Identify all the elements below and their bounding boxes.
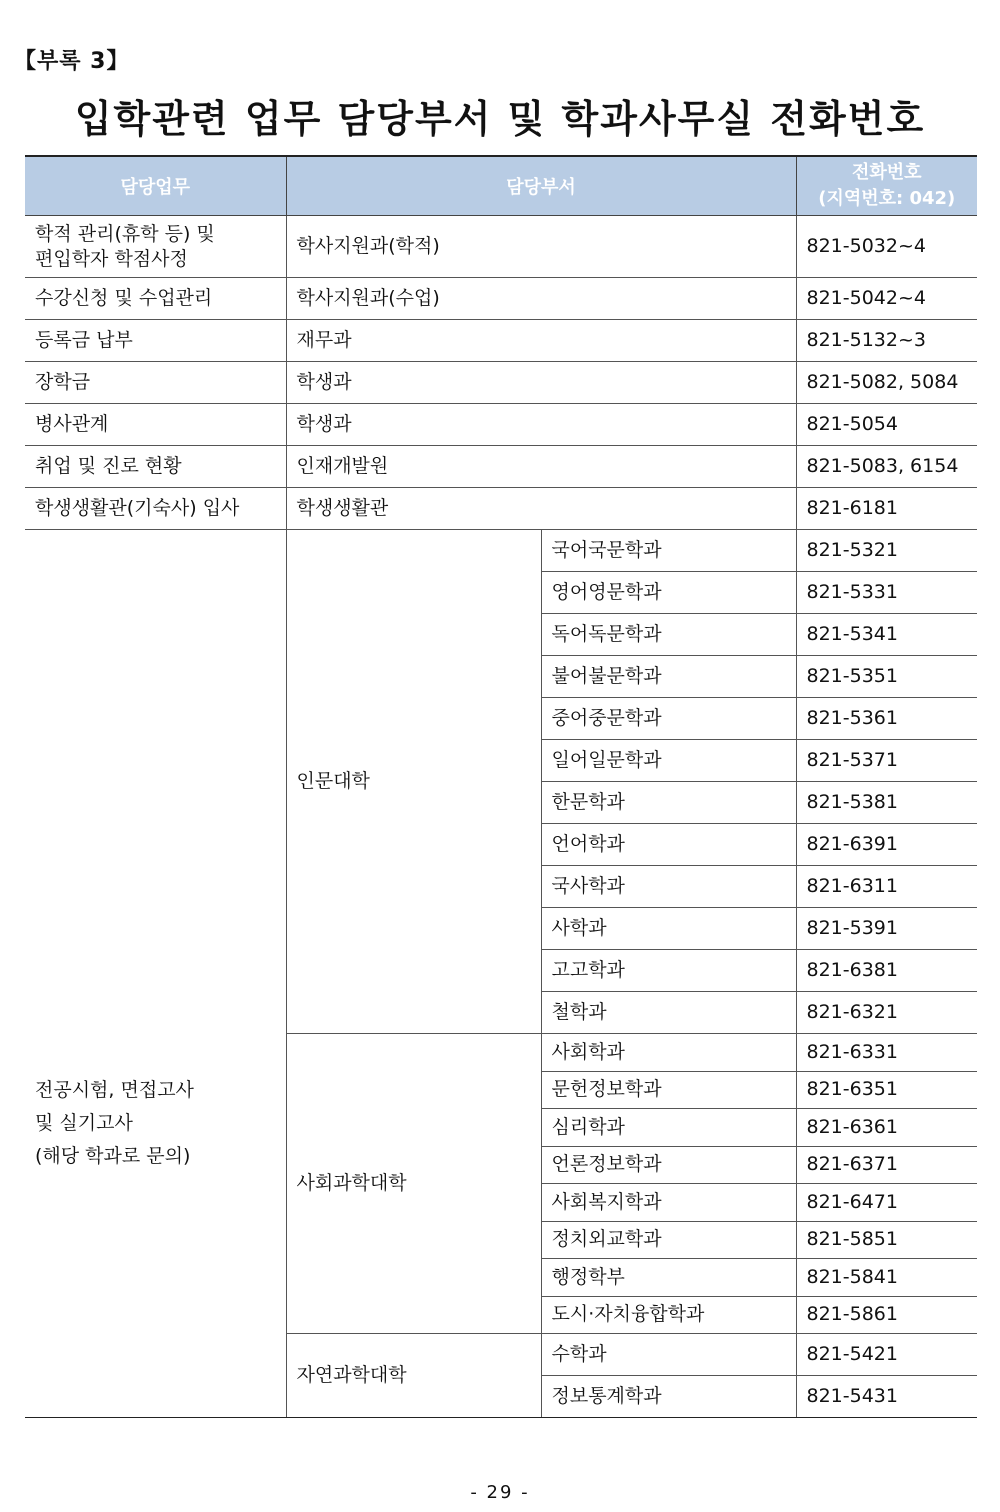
dept-phone-cell: 821-5381 [796,782,977,824]
dept-phone-cell: 821-6361 [796,1109,977,1147]
dept-phone-cell: 821-6311 [796,866,977,908]
table-row [25,320,977,362]
header-phone-line1: 전화번호 [851,162,922,183]
dept-phone-cell: 821-5841 [796,1259,977,1297]
dept-phone-cell: 821-5431 [796,1376,977,1418]
college-cell: 자연과학대학 [286,1334,541,1418]
dept-name-cell: 사회학과 [541,1034,796,1072]
header-phone-line2: (지역번호: 042) [818,188,956,209]
dept-phone-cell: 821-6321 [796,992,977,1034]
table-row [25,278,977,320]
page-title: 입학관련 업무 담당부서 및 학과사무실 전화번호 [74,97,926,141]
dept-name-cell: 일어일문학과 [541,740,796,782]
task-cell: 장학금 [25,362,286,404]
dept-name-cell: 심리학과 [541,1109,796,1147]
dept-name-cell: 수학과 [541,1334,796,1376]
dept-phone-cell: 821-5361 [796,698,977,740]
table-row [25,530,977,572]
department-cell: 학생과 [286,362,796,404]
department-cell: 인재개발원 [286,446,796,488]
task-cell: 학적 관리(휴학 등) 및 편입학자 학점사정 [25,216,286,278]
exam-task-line3: (해당 학과로 문의) [35,1145,191,1167]
appendix-label: 【부록 3】 [14,49,130,74]
task-cell: 수강신청 및 수업관리 [25,278,286,320]
task-cell: 학생생활관(기숙사) 입사 [25,488,286,530]
dept-name-cell: 언어학과 [541,824,796,866]
dept-name-cell: 도시·자치융합학과 [541,1296,796,1334]
table-row [25,488,977,530]
college-cell: 사회과학대학 [286,1034,541,1334]
phone-cell: 821-6181 [796,488,977,530]
dept-phone-cell: 821-5341 [796,614,977,656]
dept-phone-cell: 821-5421 [796,1334,977,1376]
task-cell: 취업 및 진로 현황 [25,446,286,488]
dept-phone-cell: 821-6351 [796,1071,977,1109]
exam-task-line2: 및 실기고사 [35,1112,133,1134]
dept-phone-cell: 821-5351 [796,656,977,698]
dept-name-cell: 언론정보학과 [541,1146,796,1184]
dept-phone-cell: 821-6381 [796,950,977,992]
dept-phone-cell: 821-6371 [796,1146,977,1184]
dept-name-cell: 문헌정보학과 [541,1071,796,1109]
dept-name-cell: 한문학과 [541,782,796,824]
task-cell: 등록금 납부 [25,320,286,362]
phone-cell: 821-5082, 5084 [796,362,977,404]
dept-name-cell: 정치외교학과 [541,1221,796,1259]
dept-phone-cell: 821-5371 [796,740,977,782]
table-row [25,216,977,278]
department-cell: 학생생활관 [286,488,796,530]
dept-phone-cell: 821-5331 [796,572,977,614]
table-row [25,404,977,446]
dept-phone-cell: 821-6391 [796,824,977,866]
college-cell: 인문대학 [286,530,541,1034]
dept-name-cell: 독어독문학과 [541,614,796,656]
dept-name-cell: 국사학과 [541,866,796,908]
exam-task-cell [25,530,286,1418]
dept-name-cell: 국어국문학과 [541,530,796,572]
dept-phone-cell: 821-6471 [796,1184,977,1222]
phone-cell: 821-5042~4 [796,278,977,320]
dept-name-cell: 사회복지학과 [541,1184,796,1222]
phone-cell: 821-5054 [796,404,977,446]
dept-name-cell: 행정학부 [541,1259,796,1297]
department-cell: 재무과 [286,320,796,362]
table-row [25,362,977,404]
department-cell: 학사지원과(수업) [286,278,796,320]
department-cell: 학사지원과(학적) [286,216,796,278]
dept-phone-cell: 821-5851 [796,1221,977,1259]
header-department: 담당부서 [286,156,796,216]
dept-name-cell: 중어중문학과 [541,698,796,740]
contact-table [25,155,977,1418]
dept-name-cell: 사학과 [541,908,796,950]
dept-phone-cell: 821-6331 [796,1034,977,1072]
phone-cell: 821-5032~4 [796,216,977,278]
table-row [25,446,977,488]
page-number: - 29 - [470,1482,530,1503]
dept-phone-cell: 821-5861 [796,1296,977,1334]
dept-phone-cell: 821-5391 [796,908,977,950]
exam-task-line1: 전공시험, 면접고사 [35,1079,194,1101]
dept-name-cell: 정보통계학과 [541,1376,796,1418]
department-cell: 학생과 [286,404,796,446]
dept-phone-cell: 821-5321 [796,530,977,572]
task-cell: 병사관계 [25,404,286,446]
dept-name-cell: 영어영문학과 [541,572,796,614]
dept-name-cell: 고고학과 [541,950,796,992]
phone-cell: 821-5132~3 [796,320,977,362]
table-header-row [25,156,977,216]
header-phone [796,156,977,216]
dept-name-cell: 철학과 [541,992,796,1034]
dept-name-cell: 불어불문학과 [541,656,796,698]
header-task: 담당업무 [25,156,286,216]
phone-cell: 821-5083, 6154 [796,446,977,488]
